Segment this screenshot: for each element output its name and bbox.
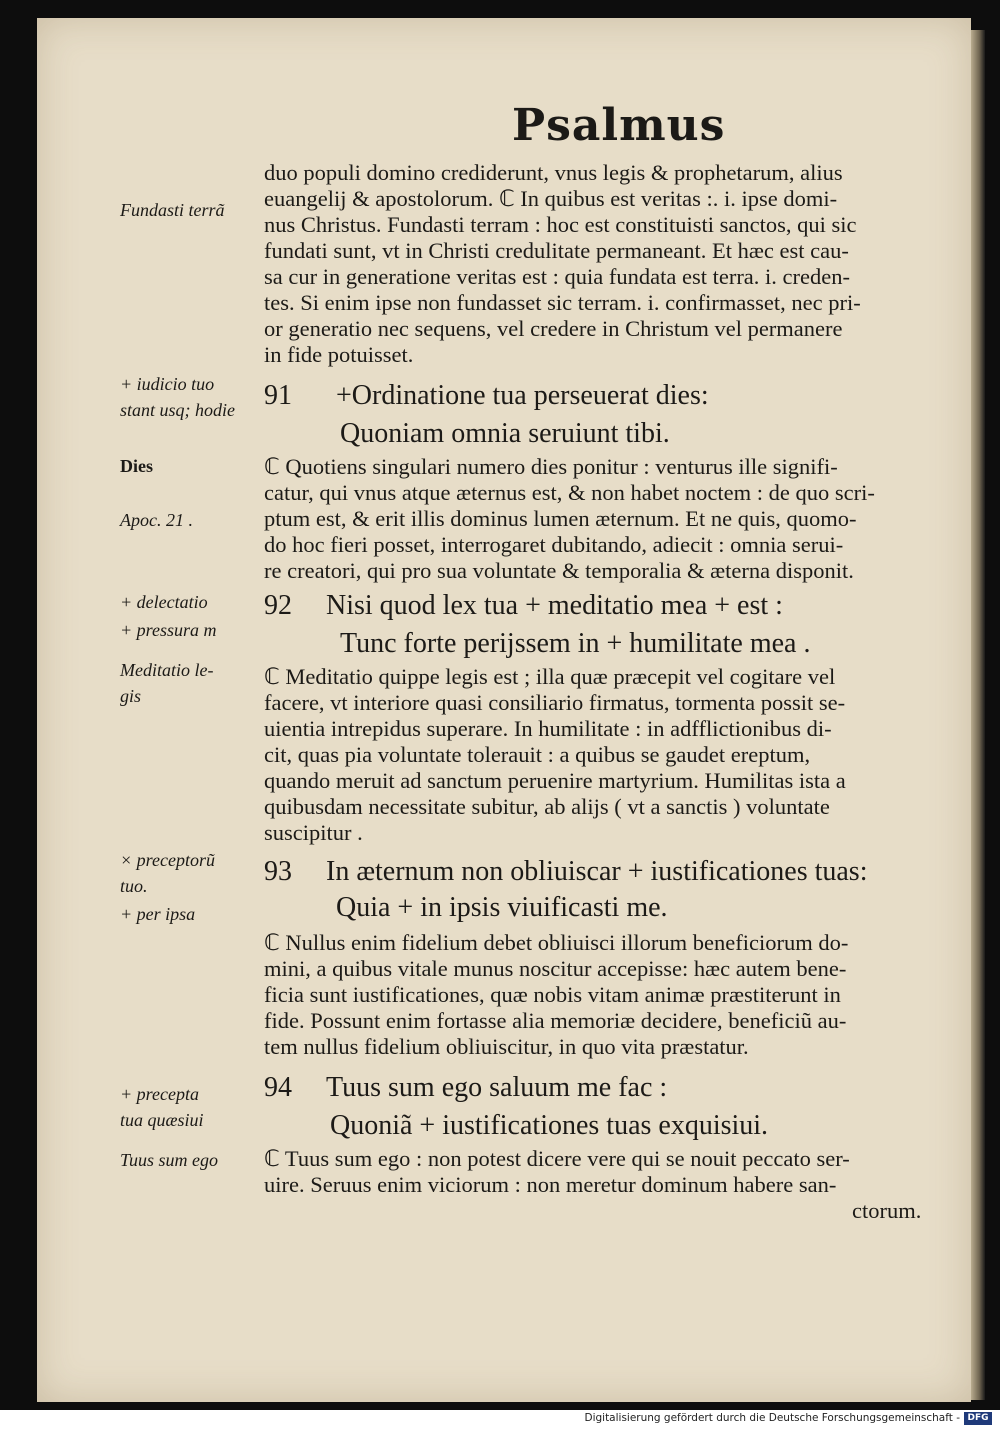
text-line: ficia sunt iustificationes, quæ nobis vitam animæ præstiterunt in [264,982,841,1007]
text-line: quibusdam necessitate subitur, ab alijs ( vt a sanctis ) voluntate [264,794,830,819]
text-line: ctorum. [852,1198,922,1223]
verse-line: Tuus sum ego saluum me fac : [326,1072,668,1103]
margin-gloss: + precepta [120,1084,199,1104]
text-line: uientia intrepidus superare. In humilitate : in adfflictionibus di- [264,716,832,741]
margin-gloss: Apoc. 21 . [120,510,193,530]
text-line: cit, quas pia voluntate tolerauit : a quibus se gaudet ereptum, [264,742,811,767]
verse-line: Quia + in ipsis viuificasti me. [336,892,668,923]
verse-line: Quoniã + iustificationes tuas exquisiui. [330,1110,769,1141]
verse-line: Nisi quod lex tua + meditatio mea + est : [326,590,783,621]
text-line: ℂ Tuus sum ego : non potest dicere vere qui se nouit peccato ser- [264,1146,850,1171]
text-line: fide. Possunt enim fortasse alia memoriæ decidere, beneficiũ au- [264,1008,847,1033]
text-line: do hoc fieri posset, interrogaret dubitando, adiecit : omnia serui- [264,532,844,557]
text-line: catur, qui vnus atque æternus est, & non habet noctem : de quo scri- [264,480,875,505]
text-line: or generatio nec sequens, vel credere in Christum vel permanere [264,316,843,341]
text-line: nus Christus. Fundasti terram : hoc est constituisti sanctos, qui sic [264,212,857,237]
margin-gloss: + delectatio [120,592,208,612]
text-line: quando meruit ad sanctum peruenire martyrium. Humilitas ista a [264,768,846,793]
text-line: in fide potuisset. [264,342,414,367]
verse-number: 94 [264,1072,292,1103]
verse-number: 92 [264,590,292,621]
text-line: suscipitur . [264,820,363,845]
text-line: tes. Si enim ipse non fundasset sic terram. i. confirmasset, nec pri- [264,290,861,315]
margin-gloss: Meditatio le- [120,660,214,680]
text-line: ℂ Nullus enim fidelium debet obliuisci illorum beneficiorum do- [264,930,849,955]
margin-gloss: tuo. [120,876,148,896]
verse-line: +Ordinatione tua perseuerat dies: [336,380,709,411]
margin-gloss: gis [120,686,142,706]
text-line: facere, vt interiore quasi consiliario firmatus, tormenta possit se- [264,690,846,715]
text-line: uire. Seruus enim viciorum : non meretur dominum habere san- [264,1172,837,1197]
margin-gloss: Dies [120,456,153,476]
dfg-logo: DFG [964,1412,992,1425]
margin-gloss: + per ipsa [120,904,196,924]
text-line: re creatori, qui pro sua voluntate & temporalia & æterna disponit. [264,558,854,583]
running-head: Psalmus [512,100,726,151]
verse-line: Quoniam omnia seruiunt tibi. [340,418,670,449]
text-line: ptum est, & erit illis dominus lumen æternum. Et ne quis, quomo- [264,506,857,531]
verse-number: 93 [264,856,292,887]
margin-gloss: Fundasti terrã [120,200,225,220]
margin-gloss: + pressura m [120,620,217,640]
margin-gloss: Tuus sum ego [120,1150,219,1170]
verse-line: Tunc forte perijssem in + humilitate mea . [340,628,811,659]
text-line: euangelij & apostolorum. ℂ In quibus est veritas :. i. ipse domi- [264,186,838,211]
verse-number: 91 [264,380,292,411]
margin-gloss: stant usq; hodie [120,400,235,420]
footer-credit: Digitalisierung gefördert durch die Deutsche Forschungsgemeinschaft - [584,1412,960,1424]
page-edge [971,30,985,1400]
margin-gloss: × preceptorũ [120,850,215,870]
text-line: duo populi domino crediderunt, vnus legis & prophetarum, alius [264,160,843,185]
text-line: tem nullus fidelium obliuiscitur, in quo vita præstatur. [264,1034,749,1059]
text-line: ℂ Meditatio quippe legis est ; illa quæ præcepit vel cogitare vel [264,664,836,689]
text-line: sa cur in generatione veritas est : quia fundata est terra. i. creden- [264,264,850,289]
text-line: mini, a quibus vitale munus noscitur accepisse: hæc autem bene- [264,956,847,981]
verse-line: In æternum non obliuiscar + iustificationes tuas: [326,856,868,887]
margin-gloss: tua quæsiui [120,1110,204,1130]
text-line: ℂ Quotiens singulari numero dies ponitur : venturus ille signifi- [264,454,838,479]
margin-gloss: + iudicio tuo [120,374,215,394]
text-line: fundati sunt, vt in Christi credulitate permaneant. Et hæc est cau- [264,238,849,263]
